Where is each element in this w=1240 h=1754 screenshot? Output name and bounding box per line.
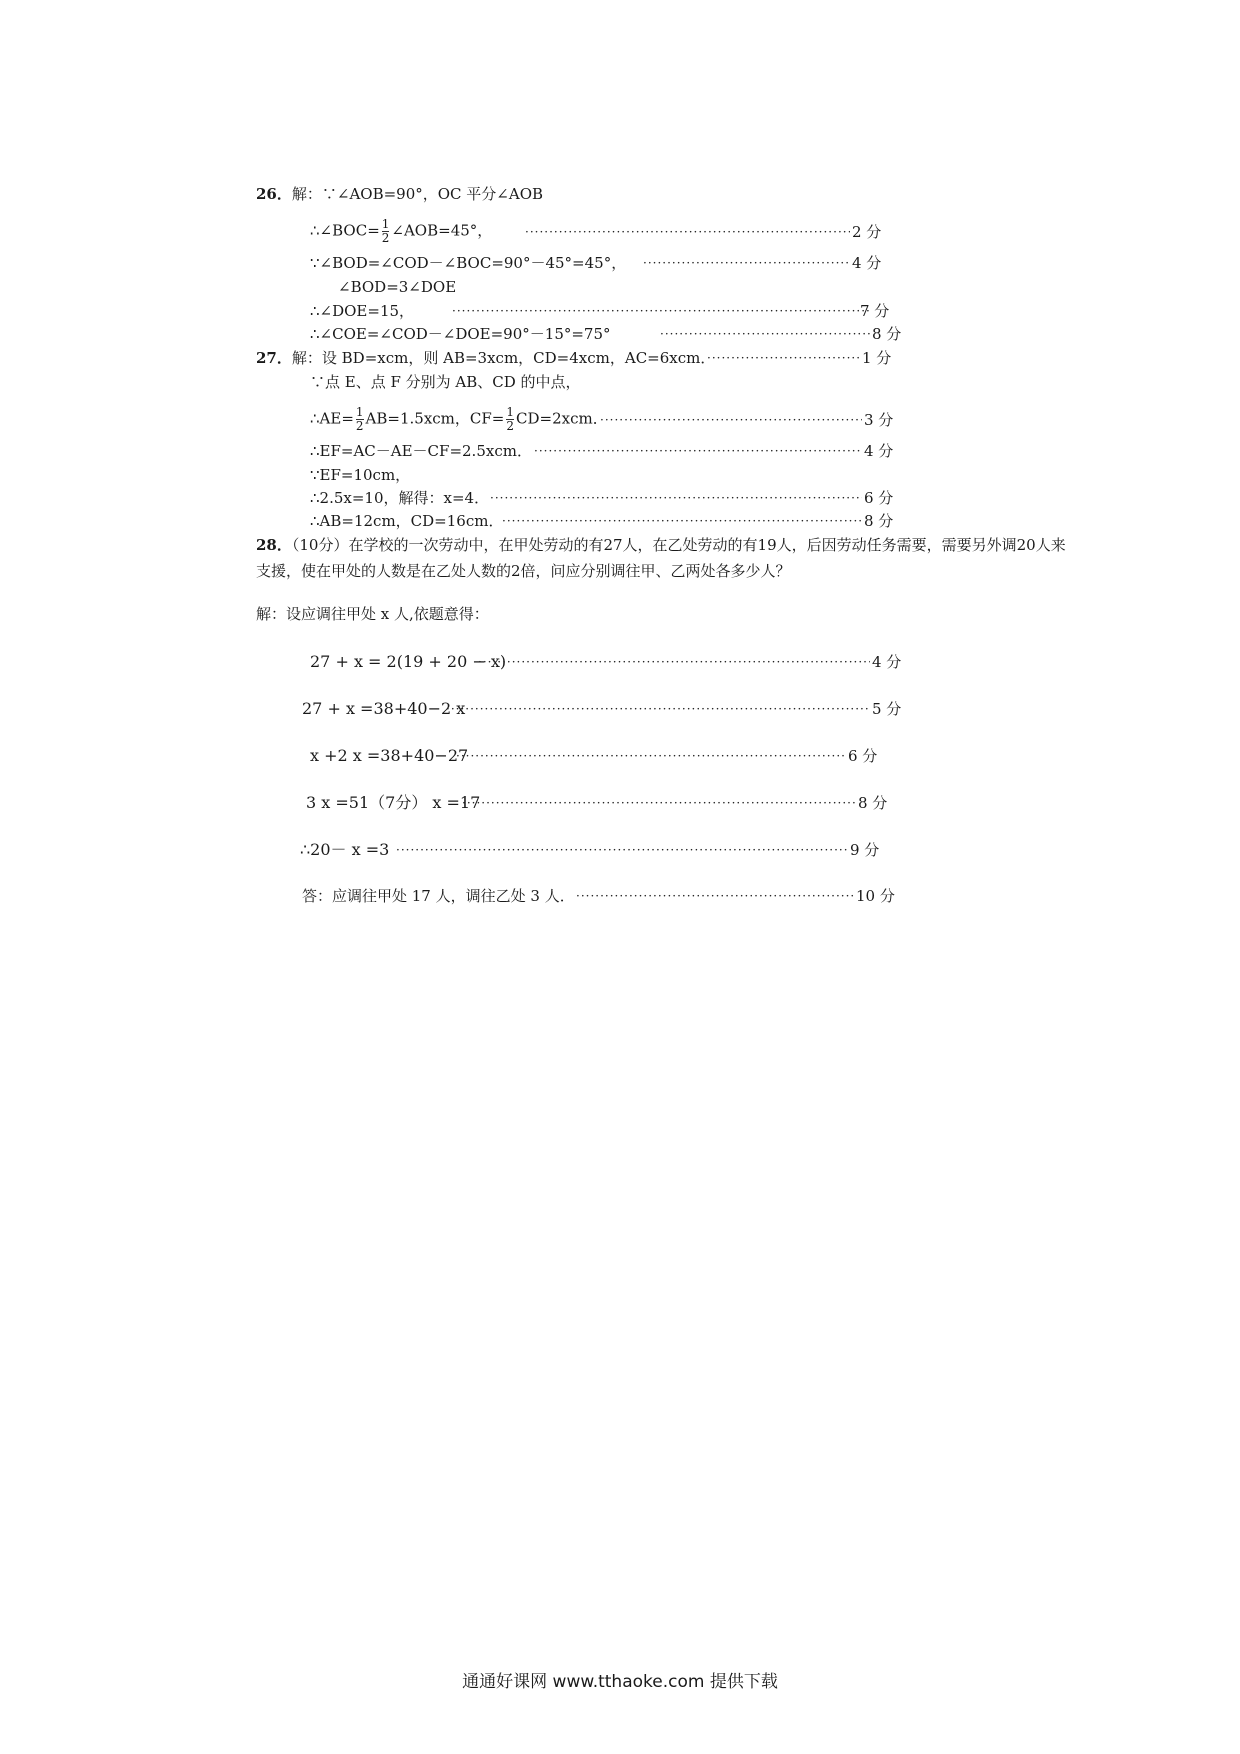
leader-dots [490,488,862,508]
q26-line-4: ∠BOD=3∠DOE [338,278,457,296]
q28-equation-1: 27 + x = 2(19 + 20 − x) [310,652,507,671]
leader-dots [396,840,848,860]
q27-score-7: 8 分 [864,512,894,530]
q27-number: 27． [256,349,292,367]
leader-dots [462,793,856,813]
q27-score-1: 1 分 [862,349,892,367]
q28-intro: 解：设应调往甲处 x 人,依题意得： [256,605,489,623]
q27-text-1: 解：设 BD=xcm，则 AB=3xcm，CD=4xcm，AC=6xcm． [291,349,716,367]
q27-text-3b: AB=1.5xcm，CF= [365,409,505,428]
q28-equation-4: 3 x =51（7分） x =17 [306,793,481,812]
q28-equation-5: ∴20－ x =3 [300,840,390,859]
q26-line-6: ∴∠COE=∠COD－∠DOE=90°－15°=75° [310,325,611,343]
leader-dots [576,886,854,906]
fraction-denominator: 2 [506,419,515,433]
q26-text-1: 解：∵∠AOB=90°，OC 平分∠AOB [291,185,544,203]
q26-score-5: 7 分 [860,302,890,320]
q27-fraction-2 [506,406,514,433]
q28-answer: 答：应调往甲处 17 人，调往乙处 3 人． [302,887,575,905]
q26-score-2: 2 分 [852,223,882,241]
q26-line-5: ∴∠DOE=15， [310,302,415,320]
fraction-numerator: 1 [506,405,515,419]
q28-score-1: 4 分 [872,653,902,671]
leader-dots [660,324,872,344]
q28-score-4: 8 分 [858,794,888,812]
q26-line-2 [310,218,492,245]
q27-line-1 [256,348,715,368]
q26-score-6: 8 分 [872,325,902,343]
q27-line-7: ∴AB=12cm，CD=16cm． [310,512,504,530]
q27-line-5: ∵EF=10cm， [310,466,411,484]
q28-problem-text: （10分）在学校的一次劳动中，在甲处劳动的有27人，在乙处劳动的有19人，后因劳动任务需要，需要另外调20人来支援，使在甲处的人数是在乙处人数的2倍，问应分别调往甲、乙两处各多少人？ [256,536,1066,580]
leader-dots [456,746,846,766]
leader-dots [446,699,870,719]
q28-equation-3: x +2 x =38+40−27 [310,746,469,765]
q26-fraction [382,218,390,245]
q26-line-1 [256,184,543,204]
leader-dots [525,222,850,242]
leader-dots [643,253,850,273]
leader-dots [502,511,862,531]
q27-fraction-1 [356,406,364,433]
q26-text-2b: ∠AOB=45°， [391,221,493,240]
q27-text-3c: CD=2xcm． [516,409,608,428]
q27-score-6: 6 分 [864,489,894,507]
q26-number: 26． [256,185,292,203]
leader-dots [600,410,862,430]
q27-score-3: 3 分 [864,411,894,429]
q27-line-6: ∴2.5x=10，解得：x=4． [310,489,490,507]
q27-score-4: 4 分 [864,442,894,460]
leader-dots [452,301,872,321]
q26-text-2a: ∴∠BOC= [310,221,380,240]
q28-equation-2: 27 + x =38+40−2 x [302,699,466,718]
leader-dots [707,348,862,368]
q26-line-3: ∵∠BOD=∠COD－∠BOC=90°－45°=45°， [310,254,627,272]
fraction-denominator: 2 [381,231,390,245]
fraction-numerator: 1 [381,217,390,231]
q28-score-5: 9 分 [850,841,880,859]
q28-number: 28． [256,536,292,554]
leader-dots [534,441,862,461]
q28-score-2: 5 分 [872,700,902,718]
q26-score-3: 4 分 [852,254,882,272]
footer-source: 通通好课网 www.tthaoke.com 提供下载 [462,1672,778,1692]
q28-problem [256,532,1066,584]
fraction-numerator: 1 [355,405,364,419]
q28-score-3: 6 分 [848,747,878,765]
q28-score-6: 10 分 [856,887,895,905]
q27-line-3 [310,406,608,433]
q27-line-4: ∴EF=AC－AE－CF=2.5xcm． [310,442,532,460]
leader-dots [478,652,870,672]
fraction-denominator: 2 [355,419,364,433]
q27-text-3a: ∴AE= [310,409,354,428]
q27-line-2: ∵点 E、点 F 分别为 AB、CD 的中点， [310,373,581,391]
